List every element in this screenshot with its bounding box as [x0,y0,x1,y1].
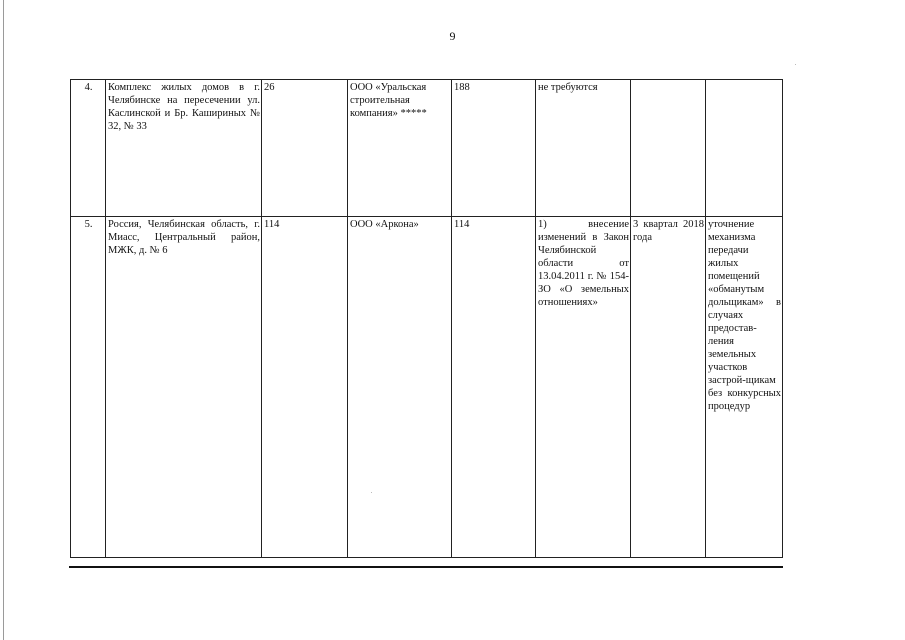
developer-cell: ООО «Аркона» [348,217,452,558]
scan-edge-line [3,0,4,640]
table-bottom-rule [69,566,783,568]
page-number: 9 [449,29,456,43]
document-table [70,79,783,558]
note-cell: уточнение механизма передачи жилых помещений «обманутым дольщикам» в случаях предостав-ления земельных участков застрой-щикам без конкурсных процедур [706,217,783,558]
count-b-cell: 114 [452,217,536,558]
term-cell [631,80,706,217]
developer-cell: ООО «Уральская строительная компания» ***** [348,80,452,217]
note-cell [706,80,783,217]
term-cell: 3 квартал 2018 года [631,217,706,558]
measures-cell: 1) внесение изменений в Закон Челябинской области от 13.04.2011 г. № 154-ЗО «О земельных отношениях» [536,217,631,558]
scan-speck [371,492,372,493]
count-a-cell: 114 [262,217,348,558]
row-number-cell: 5. [71,217,106,558]
count-a-cell: 26 [262,80,348,217]
measures-cell: не требуются [536,80,631,217]
row-number-cell: 4. [71,80,106,217]
object-cell: Россия, Челябинская область, г. Миасс, Центральный район, МЖК, д. № 6 [106,217,262,558]
scan-speck [795,64,796,65]
object-cell: Комплекс жилых домов в г. Челябинске на пересечении ул. Каслинской и Бр. Кашириных № 32, № 33 [106,80,262,217]
table-row [71,80,783,217]
count-b-cell: 188 [452,80,536,217]
table-row [71,217,783,558]
